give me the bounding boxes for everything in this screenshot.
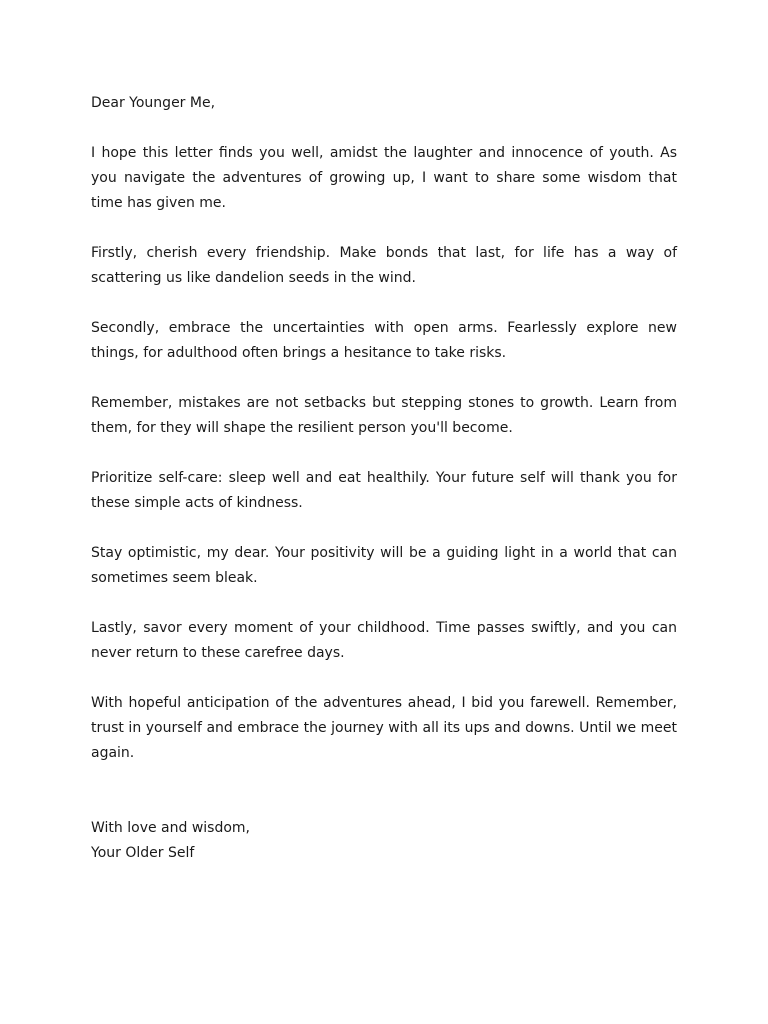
paragraph-gap [91,291,677,316]
paragraph-gap [91,216,677,241]
paragraph-mistakes: Remember, mistakes are not setbacks but stepping stones to growth. Learn from them, for they will shape the resilient person you'll become. [91,395,677,436]
paragraph-gap [91,441,677,466]
paragraph-gap [91,366,677,391]
paragraph-gap [91,591,677,616]
paragraph-self-care: Prioritize self-care: sleep well and eat healthily. Your future self will thank you for these simple acts of kindness. [91,470,677,511]
signature: Your Older Self [91,845,195,861]
paragraph-gap [91,516,677,541]
closing-gap [91,766,677,816]
paragraph-gap [91,666,677,691]
paragraph-intro: I hope this letter finds you well, amidst the laughter and innocence of youth. As you navigate the adventures of growing up, I want to share some wisdom that time has given me. [91,145,677,211]
paragraph-childhood: Lastly, savor every moment of your childhood. Time passes swiftly, and you can never return to these carefree days. [91,620,677,661]
letter-body [91,91,677,866]
paragraph-friendship: Firstly, cherish every friendship. Make bonds that last, for life has a way of scattering us like dandelion seeds in the wind. [91,245,677,286]
paragraph-uncertainties: Secondly, embrace the uncertainties with open arms. Fearlessly explore new things, for adulthood often brings a hesitance to take risks. [91,320,677,361]
closing-line: With love and wisdom, [91,820,251,836]
paragraph-gap [91,116,677,141]
paragraph-optimism: Stay optimistic, my dear. Your positivity will be a guiding light in a world that can sometimes seem bleak. [91,545,677,586]
salutation: Dear Younger Me, [91,95,216,111]
paragraph-farewell: With hopeful anticipation of the adventures ahead, I bid you farewell. Remember, trust in yourself and embrace the journey with all its ups and downs. Until we meet again. [91,695,677,761]
